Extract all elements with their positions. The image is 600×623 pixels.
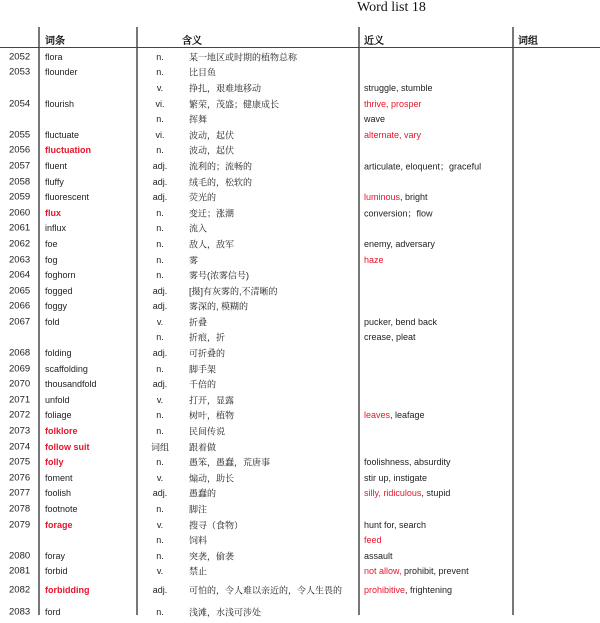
table-row xyxy=(0,548,600,564)
entry-number: 2078 xyxy=(9,503,31,515)
entry-word: follow suit xyxy=(45,441,90,452)
part-of-speech: n. xyxy=(156,254,164,265)
synonym-segment: , bright xyxy=(400,192,428,203)
table-row xyxy=(0,345,600,361)
synonyms xyxy=(364,255,384,265)
part-of-speech: n. xyxy=(156,145,164,156)
synonym-segment: wave xyxy=(364,114,386,125)
header-phrase: 词组 xyxy=(518,36,538,47)
entry-word: unfold xyxy=(45,394,70,405)
meaning: [摄]有灰雾的,不清晰的 xyxy=(189,286,278,297)
entry-word: foray xyxy=(45,550,66,561)
part-of-speech: v. xyxy=(156,472,164,483)
entry-word: flora xyxy=(45,51,63,62)
table-row xyxy=(0,299,600,315)
table-row xyxy=(0,158,600,174)
synonym-segment: enemy, adversary xyxy=(364,238,435,249)
meaning: 比目鱼 xyxy=(189,67,217,78)
meaning: 变迁；涨潮 xyxy=(189,208,235,219)
entry-word: fluent xyxy=(45,160,68,171)
entry-number: 2082 xyxy=(9,584,31,596)
header-meaning: 含义 xyxy=(182,36,202,47)
synonyms xyxy=(364,192,428,202)
meaning: 流入 xyxy=(189,223,208,234)
entry-word: scaffolding xyxy=(45,363,88,374)
synonyms xyxy=(364,206,433,219)
meaning: 煽动，助长 xyxy=(189,473,235,484)
part-of-speech: adj. xyxy=(152,379,168,390)
meaning: 打开，显露 xyxy=(189,395,235,406)
part-of-speech: adj. xyxy=(152,176,168,187)
synonym-segment: struggle, stumble xyxy=(364,82,433,93)
part-of-speech: n. xyxy=(156,457,164,468)
entry-word: thousandfold xyxy=(45,379,97,390)
synonym-segment: , frightening xyxy=(405,585,453,596)
meaning: 绒毛的，松软的 xyxy=(189,177,253,188)
part-of-speech: n. xyxy=(156,426,164,437)
entry-number: 2070 xyxy=(9,378,31,390)
entry-number: 2066 xyxy=(9,300,31,312)
meaning: 饲料 xyxy=(189,535,208,546)
entry-number: 2053 xyxy=(9,66,31,78)
table-row xyxy=(0,361,600,377)
entry-number: 2069 xyxy=(9,363,31,375)
meaning: 雾 xyxy=(189,255,199,266)
table-row xyxy=(0,96,600,112)
meaning: 脚注 xyxy=(189,504,208,515)
table-row xyxy=(0,252,600,268)
table-row xyxy=(0,221,600,237)
synonym-segment: prohibit, prevent xyxy=(404,566,469,577)
entry-word: fluctuate xyxy=(45,129,80,140)
entry-number: 2062 xyxy=(9,238,31,250)
part-of-speech: n. xyxy=(156,410,164,421)
part-of-speech: vi. xyxy=(155,129,165,140)
table-row xyxy=(0,205,600,221)
table-row xyxy=(0,501,600,517)
table-row xyxy=(0,267,600,283)
synonyms xyxy=(364,317,437,327)
synonyms xyxy=(364,535,382,545)
meaning: 禁止 xyxy=(189,566,208,577)
synonyms xyxy=(364,114,385,124)
entry-number: 2079 xyxy=(9,519,31,531)
synonym-segment: leaves xyxy=(364,410,391,421)
entry-number: 2071 xyxy=(9,394,31,406)
entry-number: 2075 xyxy=(9,456,31,468)
table-row xyxy=(0,49,600,65)
part-of-speech: v. xyxy=(156,566,164,577)
meaning: 搜寻（食物） xyxy=(189,520,244,531)
table-row xyxy=(0,470,600,486)
meaning: 敌人，敌军 xyxy=(189,239,235,250)
meaning: 千倍的 xyxy=(189,379,217,390)
part-of-speech: adj. xyxy=(152,160,168,171)
entry-number: 2065 xyxy=(9,285,31,297)
table-row xyxy=(0,65,600,81)
synonyms xyxy=(364,410,425,420)
entry-word: forage xyxy=(45,519,73,530)
synonyms xyxy=(364,99,422,109)
table-row xyxy=(0,486,600,502)
synonyms xyxy=(364,130,421,140)
synonym-segment: luminous xyxy=(364,192,401,203)
synonym-segment: prohibitive xyxy=(364,585,406,596)
synonyms xyxy=(364,585,452,595)
entry-word: foolish xyxy=(45,488,72,499)
meaning: 浅滩，水浅可涉处 xyxy=(189,607,262,618)
part-of-speech: adj. xyxy=(152,285,168,296)
entry-word: foe xyxy=(45,238,58,249)
entry-word: flounder xyxy=(45,67,78,78)
part-of-speech: vi. xyxy=(155,98,165,109)
meaning: 跟着做 xyxy=(189,442,217,453)
synonym-segment: assault xyxy=(364,550,393,561)
synonym-segment: stir up, instigate xyxy=(364,472,428,483)
part-of-speech: n. xyxy=(156,270,164,281)
meaning: 流利的；流畅的 xyxy=(189,161,253,172)
synonym-segment: conversion；flow xyxy=(364,208,433,219)
page-title: Word list 18 xyxy=(357,0,426,15)
meaning: 荧光的 xyxy=(189,192,217,203)
part-of-speech: n. xyxy=(156,238,164,249)
table-row xyxy=(0,330,600,346)
entry-number: 2052 xyxy=(9,51,31,63)
entry-word: forbidding xyxy=(45,585,90,596)
synonym-segment: , leafage xyxy=(390,410,425,421)
synonyms xyxy=(364,457,451,467)
part-of-speech: n. xyxy=(156,535,164,546)
part-of-speech: n. xyxy=(156,114,164,125)
entry-word: fluctuation xyxy=(45,145,91,156)
table-row xyxy=(0,564,600,580)
synonyms xyxy=(364,520,426,530)
meaning: 突袭，偷袭 xyxy=(189,551,235,562)
meaning: 繁荣，茂盛；健康成长 xyxy=(189,99,280,110)
table-row xyxy=(0,423,600,439)
part-of-speech: adj. xyxy=(152,585,168,596)
word-table xyxy=(0,49,600,623)
table-row xyxy=(0,127,600,143)
meaning: 愚笨，愚蠢，荒唐事 xyxy=(189,457,271,468)
synonyms xyxy=(364,488,450,498)
entry-word: fold xyxy=(45,316,60,327)
synonym-segment: pucker, bend back xyxy=(364,316,438,327)
synonym-segment: alternate, vary xyxy=(364,129,422,140)
part-of-speech: n. xyxy=(156,67,164,78)
part-of-speech: adj. xyxy=(152,192,168,203)
entry-number: 2068 xyxy=(9,347,31,359)
synonym-segment: feed xyxy=(364,535,382,546)
synonym-segment: articulate, eloquent；graceful xyxy=(364,161,482,172)
entry-number: 2072 xyxy=(9,409,31,421)
entry-word: forbid xyxy=(45,566,68,577)
part-of-speech: n. xyxy=(156,504,164,515)
entry-number: 2080 xyxy=(9,550,31,562)
entry-word: footnote xyxy=(45,504,78,515)
table-row xyxy=(0,454,600,470)
entry-number: 2058 xyxy=(9,176,31,188)
table-row xyxy=(0,408,600,424)
meaning: 某一地区或时期的植物总称 xyxy=(189,52,298,63)
synonyms xyxy=(364,566,469,576)
meaning: 折叠 xyxy=(189,317,208,328)
meaning: 民间传说 xyxy=(189,426,226,437)
table-row xyxy=(0,80,600,96)
entry-word: fogged xyxy=(45,285,73,296)
table-row xyxy=(0,376,600,392)
meaning: 脚手架 xyxy=(189,364,217,375)
part-of-speech: n. xyxy=(156,207,164,218)
part-of-speech: v. xyxy=(156,519,164,530)
entry-number: 2067 xyxy=(9,316,31,328)
entry-number: 2063 xyxy=(9,254,31,266)
entry-number: 2064 xyxy=(9,269,31,281)
meaning: 可怕的，令人难以亲近的，令人生畏的 xyxy=(189,585,343,596)
synonym-segment: foolishness, absurdity xyxy=(364,457,451,468)
synonyms xyxy=(364,551,393,561)
meaning: 可折叠的 xyxy=(189,348,226,359)
entry-word: fog xyxy=(45,254,58,265)
synonym-segment: not allow, xyxy=(364,566,405,577)
entry-number: 2083 xyxy=(9,606,31,618)
synonyms xyxy=(364,83,433,93)
synonym-segment: silly, ridiculous xyxy=(364,488,422,499)
entry-word: foggy xyxy=(45,301,68,312)
entry-number: 2060 xyxy=(9,207,31,219)
entry-number: 2073 xyxy=(9,425,31,437)
meaning: 树叶，植物 xyxy=(189,410,235,421)
synonym-segment: , stupid xyxy=(421,488,451,499)
entry-number: 2057 xyxy=(9,160,31,172)
entry-number: 2076 xyxy=(9,472,31,484)
part-of-speech: v. xyxy=(156,316,164,327)
entry-word: flourish xyxy=(45,98,75,109)
part-of-speech: n. xyxy=(156,332,164,343)
meaning: 雾深的, 模糊的 xyxy=(189,301,249,312)
entry-number: 2061 xyxy=(9,222,31,234)
entry-word: folklore xyxy=(45,426,78,437)
entry-word: folding xyxy=(45,348,72,359)
part-of-speech: 词组 xyxy=(150,442,169,453)
entry-word: folly xyxy=(45,457,64,468)
header-synonym: 近义 xyxy=(364,36,384,47)
meaning: 愚蠢的 xyxy=(189,488,217,499)
entry-number: 2055 xyxy=(9,129,31,141)
table-row xyxy=(0,517,600,533)
entry-number: 2074 xyxy=(9,441,31,453)
entry-word: flux xyxy=(45,207,62,218)
part-of-speech: adj. xyxy=(152,301,168,312)
header-word: 词条 xyxy=(45,36,65,47)
part-of-speech: v. xyxy=(156,394,164,405)
entry-number: 2054 xyxy=(9,98,31,110)
entry-number: 2056 xyxy=(9,144,31,156)
entry-word: fluffy xyxy=(45,176,64,187)
entry-word: fluorescent xyxy=(45,192,90,203)
table-row xyxy=(0,236,600,252)
meaning: 波动，起伏 xyxy=(189,130,235,141)
part-of-speech: n. xyxy=(156,223,164,234)
meaning: 挥舞 xyxy=(189,114,208,125)
table-row xyxy=(0,601,600,623)
synonyms xyxy=(364,239,435,249)
synonyms xyxy=(364,473,427,483)
table-row xyxy=(0,143,600,159)
meaning: 波动，起伏 xyxy=(189,145,235,156)
part-of-speech: adj. xyxy=(152,488,168,499)
entry-word: foment xyxy=(45,472,73,483)
synonyms xyxy=(364,332,416,342)
entry-number: 2059 xyxy=(9,191,31,203)
table-row xyxy=(0,392,600,408)
table-row xyxy=(0,439,600,455)
meaning: 挣扎，艰难地移动 xyxy=(189,83,262,94)
meaning: 折痕，折 xyxy=(189,332,226,343)
entry-word: ford xyxy=(45,607,61,618)
table-row xyxy=(0,314,600,330)
synonym-segment: haze xyxy=(364,254,384,265)
part-of-speech: n. xyxy=(156,607,164,618)
part-of-speech: v. xyxy=(156,82,164,93)
part-of-speech: adj. xyxy=(152,348,168,359)
table-row xyxy=(0,283,600,299)
table-row xyxy=(0,532,600,548)
table-row xyxy=(0,174,600,190)
header-divider xyxy=(0,47,600,48)
meaning: 雾号(浓雾信号) xyxy=(189,270,249,281)
table-row xyxy=(0,111,600,127)
entry-number: 2081 xyxy=(9,565,31,577)
synonym-segment: crease, pleat xyxy=(364,332,416,343)
part-of-speech: n. xyxy=(156,550,164,561)
table-row xyxy=(0,579,600,601)
synonym-segment: hunt for, search xyxy=(364,519,427,530)
entry-word: foliage xyxy=(45,410,72,421)
entry-word: foghorn xyxy=(45,270,76,281)
entry-number: 2077 xyxy=(9,487,31,499)
synonyms xyxy=(364,159,481,172)
table-row xyxy=(0,189,600,205)
part-of-speech: n. xyxy=(156,51,164,62)
entry-word: influx xyxy=(45,223,67,234)
part-of-speech: n. xyxy=(156,363,164,374)
synonym-segment: thrive, prosper xyxy=(364,98,422,109)
